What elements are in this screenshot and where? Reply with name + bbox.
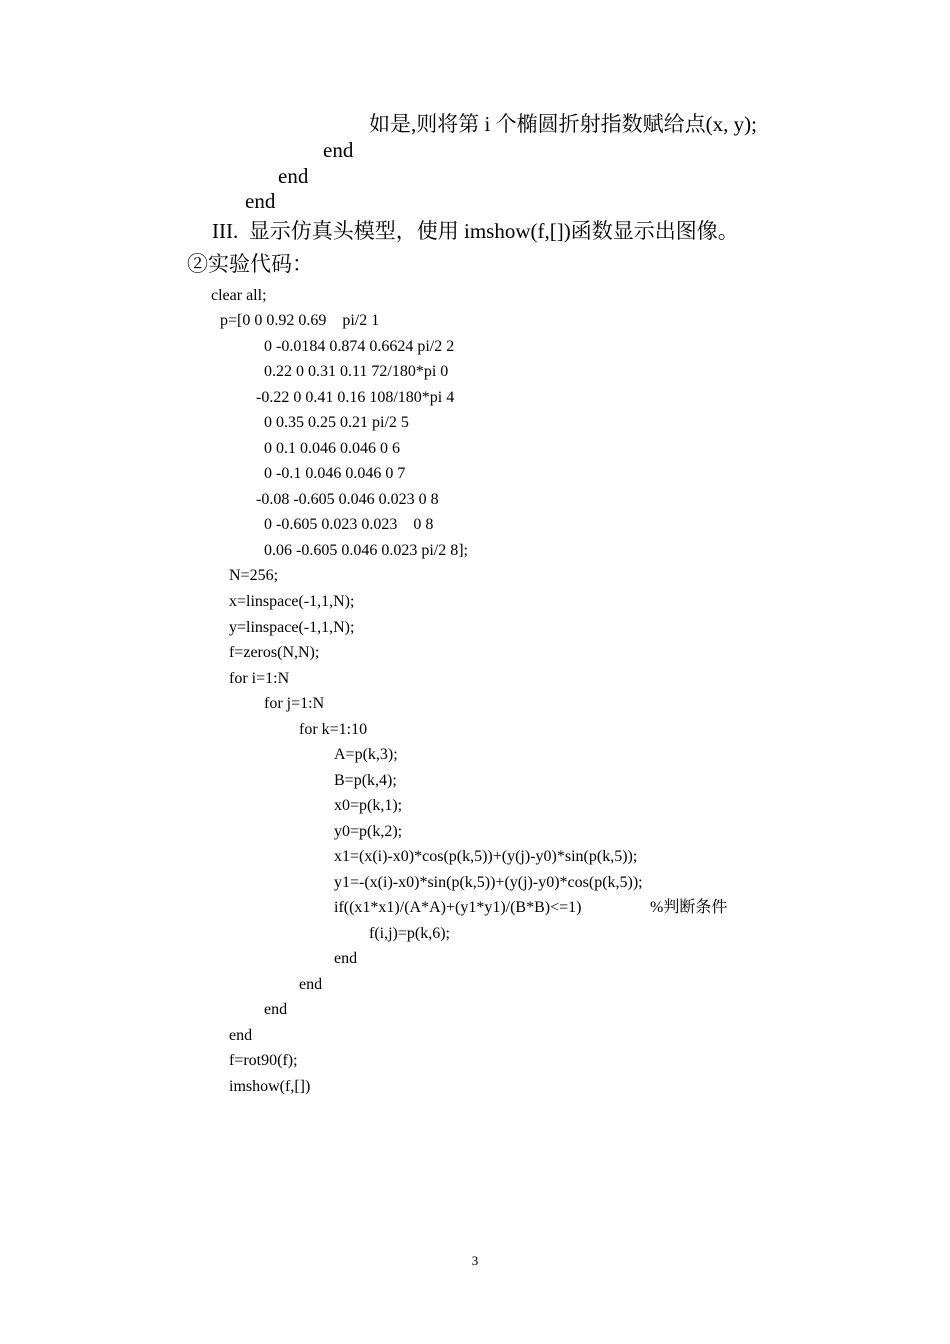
- code-line: y0=p(k,2);: [334, 823, 403, 840]
- code-line: end: [264, 1001, 288, 1018]
- pseudocode-line: end: [278, 164, 309, 188]
- code-line: -0.22 0 0.41 0.16 108/180*pi 4: [256, 389, 455, 406]
- code-line: 0.06 -0.605 0.046 0.023 pi/2 8];: [264, 542, 468, 559]
- code-line: y=linspace(-1,1,N);: [229, 619, 355, 636]
- pseudocode-line: end: [323, 138, 354, 162]
- code-line: clear all;: [211, 287, 267, 304]
- code-line: for k=1:10: [299, 721, 368, 738]
- code-comment: %判断条件: [650, 899, 728, 916]
- section-heading: ②实验代码：: [187, 252, 313, 276]
- code-line: end: [334, 950, 358, 967]
- code-line: imshow(f,[]): [229, 1078, 311, 1095]
- code-line: p=[0 0 0.92 0.69 pi/2 1: [220, 312, 380, 329]
- code-line: y1=-(x(i)-x0)*sin(p(k,5))+(y(j)-y0)*cos(p(k,5));: [334, 874, 643, 891]
- code-line: 0 0.1 0.046 0.046 0 6: [264, 440, 400, 457]
- code-line: end: [299, 976, 323, 993]
- code-line: for j=1:N: [264, 695, 325, 712]
- code-line: -0.08 -0.605 0.046 0.023 0 8: [256, 491, 439, 508]
- code-line: 0 -0.605 0.023 0.023 0 8: [264, 516, 434, 533]
- code-line: x1=(x(i)-x0)*cos(p(k,5))+(y(j)-y0)*sin(p(k,5));: [334, 848, 638, 865]
- code-line: B=p(k,4);: [334, 772, 397, 789]
- code-line: N=256;: [229, 567, 279, 584]
- code-line: 0 0.35 0.25 0.21 pi/2 5: [264, 414, 409, 431]
- pseudocode-line: 如是,则将第 i 个椭圆折射指数赋给点(x, y);: [369, 112, 757, 136]
- code-line: f=rot90(f);: [229, 1052, 298, 1069]
- code-line: A=p(k,3);: [334, 746, 398, 763]
- code-line: 0.22 0 0.31 0.11 72/180*pi 0: [264, 363, 449, 380]
- code-line: x=linspace(-1,1,N);: [229, 593, 355, 610]
- code-line: for i=1:N: [229, 670, 290, 687]
- code-line: if((x1*x1)/(A*A)+(y1*y1)/(B*B)<=1): [334, 899, 582, 916]
- code-line: f(i,j)=p(k,6);: [369, 925, 450, 942]
- code-line: 0 -0.1 0.046 0.046 0 7: [264, 465, 406, 482]
- pseudocode-line: end: [245, 189, 276, 213]
- code-line: end: [229, 1027, 253, 1044]
- code-line: f=zeros(N,N);: [229, 644, 320, 661]
- page-number: 3: [471, 1253, 479, 1268]
- code-line: x0=p(k,1);: [334, 797, 403, 814]
- code-line: 0 -0.0184 0.874 0.6624 pi/2 2: [264, 338, 455, 355]
- step-three-text: III. 显示仿真头模型，使用 imshow(f,[])函数显示出图像。: [212, 219, 739, 243]
